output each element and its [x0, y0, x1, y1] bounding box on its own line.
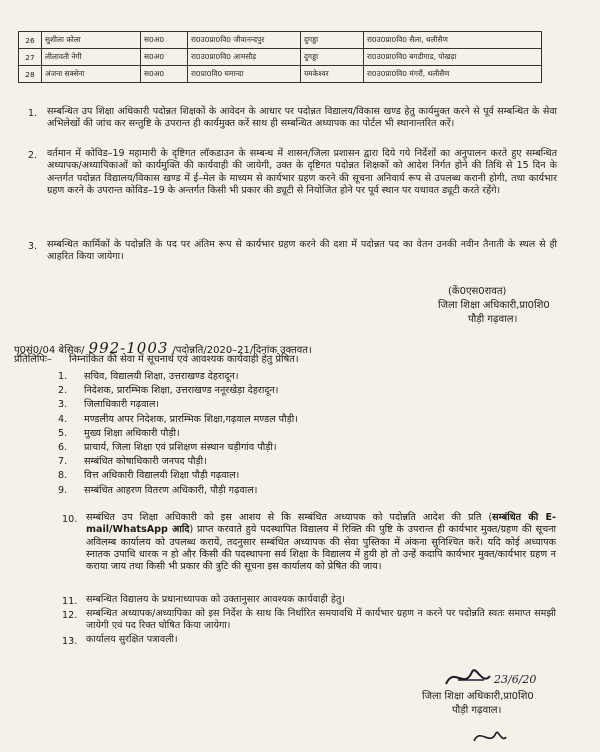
cell-from-school: रा0उ0प्रा0वि0 आमसौड़ — [188, 49, 301, 66]
point-text: सम्बन्धित कार्मिकों के पदोन्नति के पद पर अंतिम रूप से कार्यभार ग्रहण करने की दशा में पदोन्नत पद का वेतन उनकी नवीन तैनाती के स्थल से ही आहरित किया जायेगा। — [47, 239, 557, 263]
cell-to-school: रा0उ0प्रा0वि0 सैला, थलीसैण — [364, 32, 542, 49]
cell-number: 28 — [19, 66, 42, 83]
item-number: 6. — [58, 442, 68, 453]
cell-number: 27 — [19, 49, 42, 66]
cell-name: सुशीला कोला — [42, 32, 141, 49]
point-number: 1. — [28, 108, 37, 119]
cell-block: दुगड्डा — [301, 49, 364, 66]
item-number: 1. — [58, 371, 68, 382]
table-row — [19, 32, 542, 49]
cell-block: यमकेश्वर — [301, 66, 364, 83]
cell-from-school: रा0प्रा0वि0 घमान्दा — [188, 66, 301, 83]
item-text: जिलाधिकारी गढ़वाल। — [84, 399, 160, 411]
cell-from-school: रा0उ0प्रा0वि0 जीवानन्दपुर — [188, 32, 301, 49]
copy-heading — [14, 352, 299, 365]
item-text: सम्बन्धित विद्यालय के प्रधानाध्यापक को उक्तानुसार आवश्यक कार्यवाही हेतु। — [86, 594, 345, 605]
cell-post: स0अ0 — [141, 32, 188, 49]
cell-post: स0अ0 — [141, 66, 188, 83]
item-text: सम्बंधित आहरण वितरण अधिकारी, पौड़ी गढ़वाल। — [84, 484, 258, 496]
item-text: मुख्य शिक्षा अधिकारी पौड़ी। — [84, 427, 180, 439]
item-text: सचिव, विद्यालयी शिक्षा, उत्तराखण्ड देहरादून। — [84, 371, 239, 382]
item-text: वित्त अधिकारी विद्यालयी शिक्षा पौड़ी गढ़वाल। — [84, 470, 240, 482]
cell-number: 26 — [19, 32, 42, 49]
cell-post: स0अ0 — [141, 49, 188, 66]
item-text: मण्डलीय अपर निदेशक, प्रारम्भिक शिक्षा,गढ़वाल मण्डल पौड़ी। — [84, 413, 298, 425]
item-number: 7. — [58, 456, 68, 468]
item-text: सम्बन्धित अध्यापक/अध्यापिका को इस निर्देश के साथ कि निर्धारित समयावधि में कार्यभार ग्रहण न करने पर पदोन्नति स्वतः समाप्त समझी जायेगी एवं पद रिक्त घोषित किया जायेगा। — [86, 608, 556, 632]
signatory-designation: जिला शिक्षा अधिकारी,प्रा0शि0 — [422, 691, 534, 702]
copy-intro: निम्नांकित की सेवा में सूचनार्थ एवं आवश्यक कार्यवाही हेतु प्रेषित। — [68, 354, 299, 365]
cell-to-school: रा0उ0प्रा0वि0 बगडीगाड, पोखड़ा — [364, 49, 542, 66]
ref-suffix: /पदोन्नति/2020–21/दिनांक उक्तवत। — [172, 345, 312, 356]
point-number: 3. — [28, 241, 37, 252]
item-number: 11. — [62, 596, 78, 607]
cell-name: अंजना सक्सेना — [42, 66, 141, 83]
table-row — [19, 49, 542, 66]
point-number: 2. — [28, 150, 37, 161]
initials-mark — [470, 725, 510, 749]
ref-prefix: पृ0सं0/04 बेसिक/ — [14, 345, 85, 356]
item-number: 4. — [58, 413, 68, 425]
item-number: 3. — [58, 399, 68, 411]
item-number: 9. — [58, 484, 68, 496]
teacher-table — [18, 31, 542, 83]
item-number: 5. — [58, 427, 68, 439]
table-row — [19, 66, 542, 83]
item-10-text-bold: सम्बंधित की E-mail/WhatsApp आदि — [86, 512, 556, 536]
item-text: प्राचार्य, जिला शिक्षा एवं प्रशिक्षण संस्थान चड़ीगांव पौड़ी। — [84, 442, 277, 453]
signatory-name: (कें0एस0रावत) — [448, 286, 507, 297]
point-text: वर्तमान में कोविड–19 महामारी के दृष्टिगत लॉकडाउन के सम्बन्ध में शासन/जिला प्रशासन द्वारा दिये गये निर्देशों का अनुपालन करते हुए सम्बन्धित अध्यापक/अध्यापिकाओं को कार्यमुक्ति की कार्यवाही की जायेगी, उक्त के दृष्टिगत पदोन्नत शिक्षकों को आदेश निर्गत होने की तिथि से 15 दिन के अन्तर्गत पदोन्नत विद्यालय/विकास खण्ड में ई–मेल के माध्यम से कार्यभार ग्रहण करने की सूचना अनिवार्य रूप से उपलब्ध करानी होगी, तथा कार्यभार ग्रहण करने के उपरान्त कोविड–19 के अन्तर्गत किसी भी प्रकार की ड्यूटी से नियोजित होने पर पूर्व स्थान पर यथावत ड्यूटी करते रहेंगे। — [47, 148, 557, 196]
item-text: निदेशक, प्रारम्भिक शिक्षा, उत्तराखण्ड ननूरखेड़ा देहरादून। — [84, 385, 279, 397]
copy-label: प्रतिलिपिः– — [14, 354, 52, 365]
signatory-place: पौड़ी गढ़वाल। — [452, 705, 502, 716]
item-text: सम्बंधित कोषाधिकारी जनपद पौड़ी। — [84, 456, 207, 468]
copy-list — [58, 371, 578, 501]
cell-block: दुगड्डा — [301, 32, 364, 49]
signature-block-1 — [438, 285, 550, 327]
item-number: 12. — [62, 610, 78, 621]
handwritten-ref-number: 992-1003 — [88, 339, 169, 357]
signatory-designation: जिला शिक्षा अधिकारी,प्रा0शि0 — [438, 300, 550, 311]
item-number: 8. — [58, 470, 68, 482]
item-text: कार्यालय सुरक्षित पत्रावली। — [86, 634, 178, 645]
signature-block-2 — [422, 690, 534, 718]
point-text: सम्बन्धित उप शिक्षा अधिकारी पदोन्नत शिक्षकों के आवेदन के आधार पर पदोन्नत विद्यालय/विकास खण्ड हेतु कार्यमुक्त करने से पूर्व सम्बन्धित के सेवा अभिलेखों की जांच कर सन्तुष्टि के उपरान्त ही कार्यमुक्त करें साथ ही सम्बन्धित अध्यापक का पोर्टल भी स्थानान्तरित करें। — [47, 106, 557, 130]
item-10-text-a: सम्बंधित उप शिक्षा अधिकारी को इस आशय से कि सम्बंधित अध्यापक को पदोन्नति आदेश की प्रति ( — [86, 512, 493, 523]
cell-name: लीलावती नेगी — [42, 49, 141, 66]
cell-to-school: रा0उ0प्रा0वि0 मंगरौं, थलीसैण — [364, 66, 542, 83]
item-10-text — [86, 512, 556, 573]
item-number: 2. — [58, 385, 68, 397]
item-number: 10. — [62, 514, 78, 525]
item-number: 13. — [62, 636, 78, 647]
item-10-text-b: ) प्राप्त करवाते हुये पदस्थापित विद्यालय में रिक्ति की पुष्टि के उपरान्त ही कार्यभार मुक्त/ग्रहण की सूचना अविलम्ब कार्यालय को उपलब्ध करायें, तदनुसार सम्बंधित अध्यापक की सेवा पुस्तिका में अंकना सुनिश्चित करें। यदि कोई अध्यापक स्नातक उपाधि धारक न हो और किसी की पदस्थापना सर्व शिक्षा के विद्यालय में हुयी हो तो उन्हें कदापि कार्यभार मुक्त/कार्यभार ग्रहण न कराया जाय तथा किसी भी प्रकार की त्रुटि की सूचना इस कार्यालय को प्रेषित की जाय। — [86, 524, 556, 573]
handwritten-date: 23/6/20 — [494, 673, 537, 686]
signatory-place: पौड़ी गढ़वाल। — [468, 314, 518, 325]
